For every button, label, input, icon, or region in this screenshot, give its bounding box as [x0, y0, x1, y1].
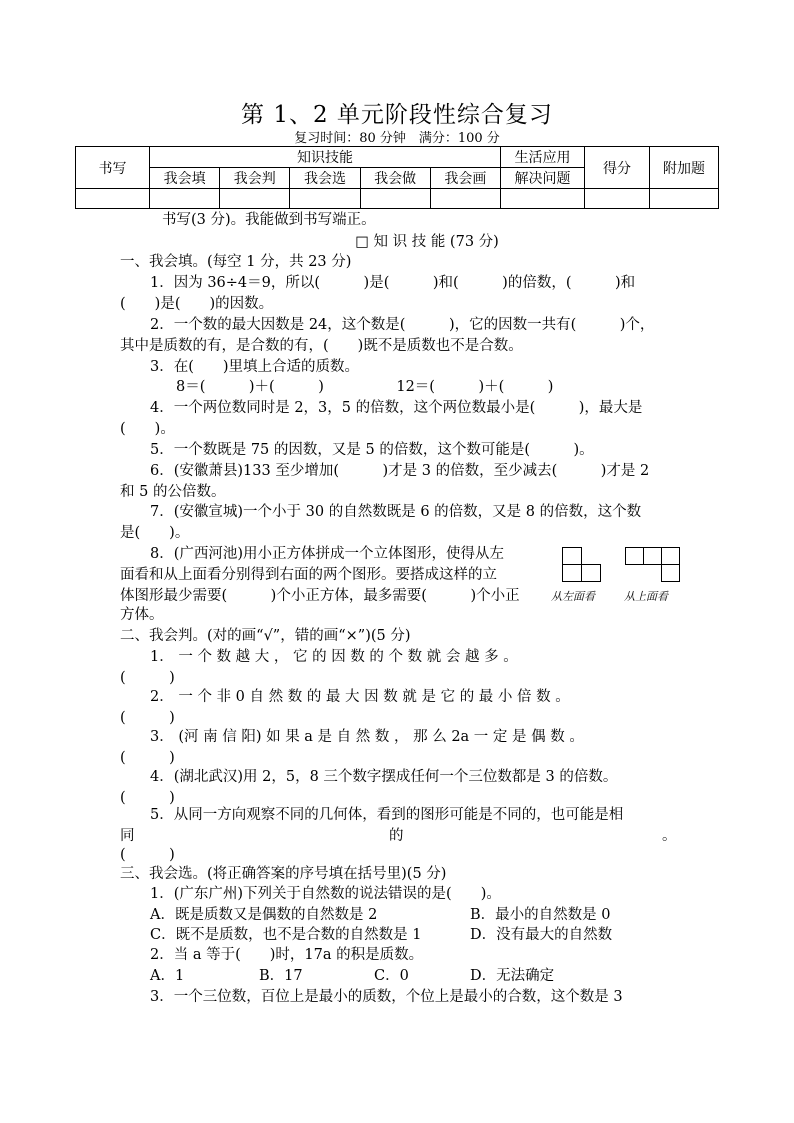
choose-q1-option-a[interactable]: A．既是质数又是偶数的自然数是 2	[150, 907, 378, 923]
judge-q2: 2． 一 个 非 0 自 然 数 的 最 大 因 数 就 是 它 的 最 小 倍 数 。	[150, 689, 570, 705]
choose-q3: 3．一个三位数，百位上是最小的质数，个位上是最小的合数，这个数是 3	[150, 989, 623, 1005]
page-subtitle: 复习时间：80 分钟 满分：100 分	[294, 131, 500, 146]
q4-line1: 4．一个两位数同时是 2，3，5 的倍数，这个两位数最小是( )，最大是	[150, 400, 643, 416]
choose-q1: 1．(广东广州)下列关于自然数的说法错误的是( )。	[150, 886, 501, 902]
part1-heading: 一、我会填。(每空 1 分，共 23 分)	[120, 254, 352, 270]
judge-q4-paren[interactable]: ( )	[120, 790, 175, 806]
judge-q1-paren[interactable]: ( )	[120, 670, 175, 686]
choose-q1-option-d[interactable]: D．没有最大的自然数	[470, 927, 613, 943]
judge-q5-word3: 。	[662, 828, 677, 844]
score-cell[interactable]	[360, 189, 430, 209]
score-sub-solve: 解决问题	[501, 168, 585, 189]
judge-q5-paren[interactable]: ( )	[120, 847, 175, 863]
q5-line: 5．一个数既是 75 的因数，又是 5 的倍数，这个数可能是( )。	[150, 442, 594, 458]
judge-q2-paren[interactable]: ( )	[120, 710, 175, 726]
part3-heading: 三、我会选。(将正确答案的序号填在括号里)(5 分)	[120, 866, 447, 882]
part2-heading: 二、我会判。(对的画“√”，错的画“×”)(5 分)	[120, 628, 411, 644]
q7-line1: 7．(安徽宣城)一个小于 30 的自然数既是 6 的倍数，又是 8 的倍数，这个数	[150, 504, 642, 520]
q6-line1: 6．(安徽萧县)133 至少增加( )才是 3 的倍数，至少减去( )才是 2	[150, 463, 650, 479]
score-cell[interactable]	[585, 189, 650, 209]
score-cell[interactable]	[290, 189, 360, 209]
choose-q2-option-d[interactable]: D．无法确定	[470, 968, 555, 984]
q7-line2: 是( )。	[120, 525, 190, 541]
left-view-figure	[562, 547, 602, 583]
section-knowledge: □ 知 识 技 能 (73 分)	[355, 234, 499, 250]
choose-q2: 2．当 a 等于( )时，17a 的积是质数。	[150, 947, 424, 963]
score-cell[interactable]	[150, 189, 220, 209]
score-sub-fill: 我会填	[150, 168, 220, 189]
choose-q2-option-b[interactable]: B．17	[259, 968, 303, 984]
judge-q5-line1: 5．从同一方向观察不同的几何体，看到的图形可能是不同的，也可能是相	[150, 807, 624, 823]
score-sub-choose: 我会选	[290, 168, 360, 189]
judge-q3-paren[interactable]: ( )	[120, 750, 175, 766]
choose-q1-option-c[interactable]: C．既不是质数，也不是合数的自然数是 1	[150, 927, 422, 943]
q3-line2: 8＝( )＋( ) 12＝( )＋( )	[176, 379, 554, 395]
judge-q5-word1: 同	[120, 828, 135, 844]
q8-line3: 体图形最少需要( )个小正方体，最多需要( )个小正	[120, 588, 520, 604]
score-col-score: 得分	[585, 147, 650, 189]
score-cell[interactable]	[76, 189, 150, 209]
score-group-knowledge: 知识技能	[150, 147, 501, 168]
score-col-bonus: 附加题	[650, 147, 719, 189]
q1-line2: ( )是( )的因数。	[120, 296, 274, 312]
left-view-caption: 从左面看	[551, 590, 595, 603]
judge-q5-word2: 的	[389, 828, 404, 844]
q6-line2: 和 5 的公倍数。	[120, 484, 226, 500]
score-sub-judge: 我会判	[220, 168, 290, 189]
score-table	[75, 146, 719, 209]
q2-line1: 2．一个数的最大因数是 24，这个数是( )，它的因数一共有( )个，	[150, 317, 655, 333]
score-cell[interactable]	[220, 189, 290, 209]
q1-line1: 1．因为 36÷4＝9，所以( )是( )和( )的倍数，( )和	[150, 275, 636, 291]
judge-q1: 1． 一 个 数 越 大 ， 它 的 因 数 的 个 数 就 会 越 多 。	[150, 649, 518, 665]
q8-line2: 面看和从上面看分别得到右面的两个图形。要搭成这样的立	[120, 567, 497, 583]
score-cell[interactable]	[501, 189, 585, 209]
score-col-writing: 书写	[76, 147, 150, 189]
score-group-application: 生活应用	[501, 147, 585, 168]
judge-q4: 4．(湖北武汉)用 2，5，8 三个数字摆成任何一个三位数都是 3 的倍数。	[150, 769, 618, 785]
q8-line4: 方体。	[120, 607, 164, 623]
score-cell[interactable]	[650, 189, 719, 209]
score-sub-draw: 我会画	[430, 168, 500, 189]
choose-q2-option-c[interactable]: C．0	[374, 968, 409, 984]
q3-line1: 3．在( )里填上合适的质数。	[150, 359, 360, 375]
top-view-figure	[625, 547, 681, 583]
choose-q1-option-b[interactable]: B．最小的自然数是 0	[470, 907, 611, 923]
choose-q2-option-a[interactable]: A．1	[150, 968, 185, 984]
q4-line2: ( )。	[120, 421, 175, 437]
q2-line2: 其中是质数的有，是合数的有，( )既不是质数也不是合数。	[120, 338, 523, 354]
writing-note: 书写(3 分)。我能做到书写端正。	[162, 212, 376, 228]
top-view-caption: 从上面看	[624, 590, 668, 603]
q8-line1: 8．(广西河池)用小正方体拼成一个立体图形，使得从左	[150, 546, 505, 562]
score-cell[interactable]	[430, 189, 500, 209]
page-title: 第 1、2 单元阶段性综合复习	[241, 102, 553, 128]
judge-q3: 3． (河 南 信 阳) 如 果 a 是 自 然 数 ， 那 么 2a 一 定 是 偶 数 。	[150, 729, 584, 745]
score-sub-do: 我会做	[360, 168, 430, 189]
